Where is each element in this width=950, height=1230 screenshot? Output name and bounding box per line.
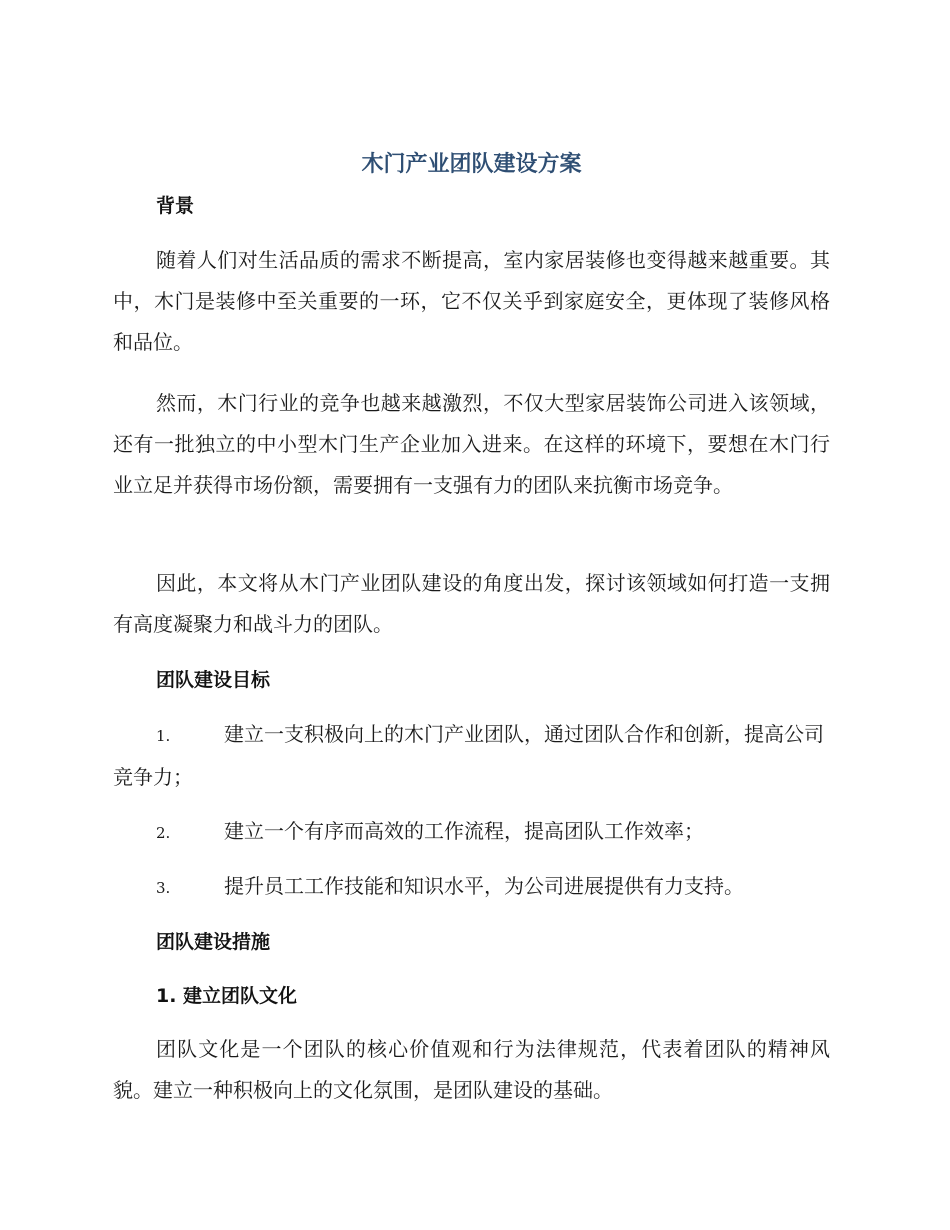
goal-item-1 xyxy=(113,714,830,798)
goal-item-2 xyxy=(113,811,830,854)
heading-measure-1: 1. 建立团队文化 xyxy=(156,985,298,1007)
goal-item-3 xyxy=(113,866,830,909)
goal-text: 建立一个有序而高效的工作流程，提高团队工作效率； xyxy=(224,819,704,843)
heading-background: 背景 xyxy=(156,195,195,217)
goal-number: 3. xyxy=(156,879,171,897)
heading-goals: 团队建设目标 xyxy=(156,669,271,691)
paragraph-2: 然而，木门行业的竞争也越来越激烈，不仅大型家居装饰公司进入该领域，还有一批独立的中小型木门生产企业加入进来。在这样的环境下，要想在木门行业立足并获得市场份额，需要拥有一支强有力的团队来抗衡市场竞争。 xyxy=(113,391,830,497)
paragraph-3: 因此，本文将从木门产业团队建设的角度出发，探讨该领域如何打造一支拥有高度凝聚力和战斗力的团队。 xyxy=(113,571,830,636)
goal-number: 2. xyxy=(156,824,171,842)
paragraph-measure-1: 团队文化是一个团队的核心价值观和行为法律规范，代表着团队的精神风貌。建立一种积极向上的文化氛围，是团队建设的基础。 xyxy=(113,1037,830,1102)
paragraph-1: 随着人们对生活品质的需求不断提高，室内家居装修也变得越来越重要。其中，木门是装修中至关重要的一环，它不仅关乎到家庭安全，更体现了装修风格和品位。 xyxy=(113,248,830,354)
goal-number: 1. xyxy=(156,727,171,745)
document-title: 木门产业团队建设方案 xyxy=(361,152,582,177)
goal-text: 提升员工工作技能和知识水平，为公司进展提供有力支持。 xyxy=(224,874,744,898)
heading-measures: 团队建设措施 xyxy=(156,931,271,953)
goal-text: 建立一支积极向上的木门产业团队，通过团队合作和创新，提高公司竞争力； xyxy=(113,722,824,789)
